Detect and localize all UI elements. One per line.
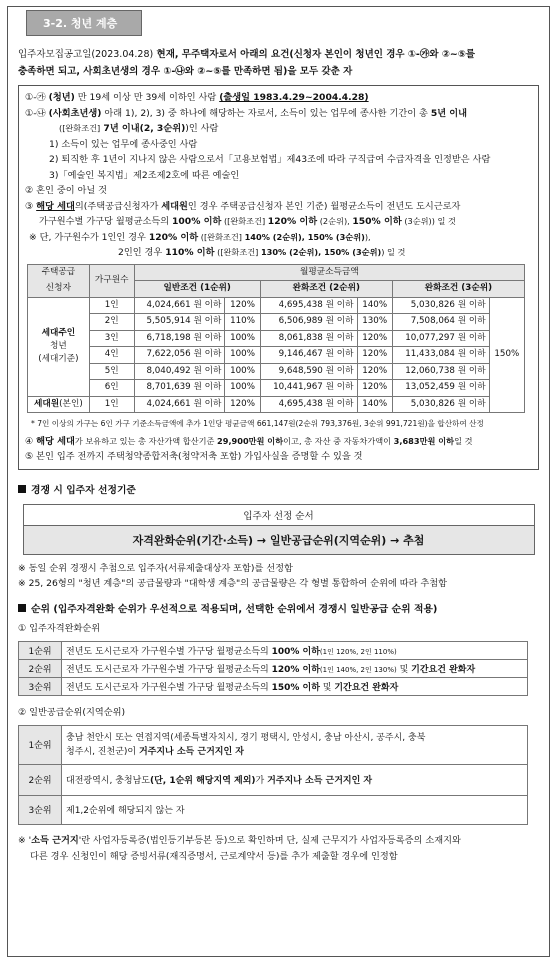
intro-date: 입주자모집공고일(2023.04.28): [18, 49, 154, 60]
th-relaxed3: 완화조건 (3순위): [392, 281, 524, 298]
relaxed3-amount: 13,052,459 원 이하: [392, 380, 489, 397]
members-cell: 1인: [89, 297, 134, 314]
selection-order-header: 입주자 선정 순서: [24, 505, 534, 526]
members-cell: 1인: [89, 396, 134, 413]
relaxed2-pct: 140%: [357, 297, 392, 314]
selection-order-flow: 자격완화순위(기간·소득) → 일반공급순위(지역순위) → 추첨: [24, 526, 534, 554]
general-pct: 100%: [225, 380, 260, 397]
req-exc-t1: ※ 단, 가구원수가 1인인 경우: [29, 231, 149, 243]
rank-label: 1순위: [19, 641, 62, 659]
income-row: [28, 347, 525, 364]
relaxed-ranking-table: [18, 641, 528, 696]
req-asset-t3: 일 것: [454, 435, 473, 446]
relaxed3-amount: 5,030,826 원 이하: [392, 297, 489, 314]
relaxed2-amount: 9,648,590 원 이하: [260, 363, 357, 380]
req-assets: [25, 434, 532, 450]
req-asset-household: 해당 세대: [36, 435, 75, 447]
general-amount: 4,024,661 원 이하: [134, 297, 225, 314]
square-bullet-icon: [18, 604, 26, 612]
requirements-box: [18, 85, 539, 470]
req-item-2: 2) 퇴직한 후 1년이 지나지 않은 사람으로서「고용보험법」제43조에 따라 구직급여 수급자격을 인정받은 사람: [49, 154, 491, 165]
req-youth: [25, 90, 532, 106]
req-exception-2: [25, 245, 532, 261]
general-pct: 120%: [225, 297, 260, 314]
req-inc-t6: (3순위)) 일 것: [401, 216, 456, 226]
req-inc-t2: 인 경우 주택공급신청자 본인 기준) 월평균소득이 전년도 도시근로자: [187, 200, 461, 212]
relaxed2-pct: 140%: [357, 396, 392, 413]
relaxed2-amount: 8,061,838 원 이하: [260, 330, 357, 347]
req-inc-t3: 가구원수별 가구당 월평균소득의: [39, 216, 173, 227]
req-asset-limit: 29,900만원 이하: [217, 435, 284, 446]
notes: [18, 561, 539, 591]
req-youth-text: 만 19세 이상 만 39세 이하인 사람: [74, 92, 220, 103]
req-asset-t2: 이고, 총 자산 중 자동차가액이: [283, 435, 394, 446]
th-members: 가구원수: [89, 264, 134, 297]
general-pct: 110%: [225, 314, 260, 331]
income-row: [28, 297, 525, 314]
th-income: 월평균소득금액: [134, 264, 524, 281]
general-amount: 5,505,914 원 이하: [134, 314, 225, 331]
selection-order-box: [23, 504, 535, 555]
rank-label: 3순위: [19, 677, 62, 695]
req-youth-num: ①-㉮: [25, 92, 49, 103]
note-lottery: ※ 동일 순위 경쟁시 추첨으로 입주자(서류제출대상자 포함)를 선정함: [18, 562, 293, 574]
req-inc-150: 150% 이하: [352, 216, 402, 227]
income-row: [28, 363, 525, 380]
relaxed3-amount: 7,508,064 원 이하: [392, 314, 489, 331]
req-exc-t2: ([완화조건]: [198, 231, 245, 242]
req-exc-relaxed1: 140% (2순위), 150% (3순위): [244, 231, 365, 242]
relaxed2-pct: 130%: [357, 314, 392, 331]
req-inc-t5: (2순위),: [317, 216, 353, 226]
req-unmarried: ② 혼인 중이 아닐 것: [25, 185, 108, 196]
req-asset-num: ④: [25, 435, 37, 447]
general-amount: 8,701,639 원 이하: [134, 380, 225, 397]
relaxed-ranking-subheading: ① 입주자격완화순위: [18, 622, 101, 634]
group-head-youth: 세대주인 청년 (세대기준): [28, 297, 90, 396]
relaxed2-pct: 120%: [357, 363, 392, 380]
req-newworker: [25, 106, 532, 122]
relaxed2-pct: 120%: [357, 330, 392, 347]
general-ranking-table: [18, 725, 528, 825]
relaxed2-amount: 6,506,989 원 이하: [260, 314, 357, 331]
rank-desc: 전년도 도시근로자 가구원수별 가구당 월평균소득의 150% 이하 및 기간요건 완화자: [62, 677, 528, 695]
general-amount: 8,040,492 원 이하: [134, 363, 225, 380]
relaxed3-amount: 11,433,084 원 이하: [392, 347, 489, 364]
general-rank-row: [19, 795, 528, 824]
relaxed2-pct: 120%: [357, 347, 392, 364]
relaxed3-amount: 10,077,297 원 이하: [392, 330, 489, 347]
relaxed2-pct: 120%: [357, 380, 392, 397]
req-nw-num: ①-㉯: [25, 107, 49, 119]
relaxed3-amount: 12,060,738 원 이하: [392, 363, 489, 380]
rank-label: 2순위: [19, 764, 62, 795]
relaxed2-amount: 9,146,467 원 이하: [260, 347, 357, 364]
rank-desc: 전년도 도시근로자 가구원수별 가구당 월평균소득의 100% 이하(1인 120%, 2인 110%): [62, 641, 528, 659]
req-exc-120: 120% 이하: [148, 231, 199, 243]
req-inc-t4: ([완화조건]: [221, 216, 268, 226]
general-amount: 4,024,661 원 이하: [134, 396, 225, 413]
income-table-note: * 7인 이상의 가구는 6인 가구 기준소득금액에 추가 1인당 평균금액 661,147원(2순위 793,376원, 3순위 991,721원)을 합산하여 산정: [31, 419, 484, 428]
rank-desc: 충남 천안시 또는 연접지역(세종특별자치시, 경기 평택시, 안성시, 충남 아산시, 공주시, 충북 청주시, 진천군)이 거주지나 소득 근거지인 자: [62, 725, 528, 764]
req-inc-num: ③: [25, 200, 37, 212]
relaxed-rank-row: [19, 677, 528, 695]
th-supply: 주택공급 신청자: [28, 264, 90, 297]
req-exc-t4: 2인인 경우: [118, 247, 166, 258]
req-nw-relaxed-years: 7년 이내(2, 3순위): [100, 123, 186, 134]
req-youth-label: (청년): [48, 92, 75, 103]
req-savings: ⑤ 본인 입주 전까지 주택청약종합저축(청약저축 포함) 가입사실을 증명할 수 있을 것: [25, 451, 363, 462]
th-relaxed2: 완화조건 (2순위): [260, 281, 392, 298]
group-member: 세대원(본인): [28, 396, 90, 413]
rank-label: 3순위: [19, 795, 62, 824]
document-page: [7, 6, 550, 957]
relaxed2-amount: 4,695,438 원 이하: [260, 297, 357, 314]
req-nw-label: (사회초년생): [48, 107, 102, 119]
relaxed-rank-row: [19, 641, 528, 659]
general-rank-row: [19, 725, 528, 764]
req-item-3: 3)「예술인 복지법」제2조제2호에 따른 예술인: [49, 169, 240, 181]
req-inc-t1: 의(주택공급신청자가: [74, 200, 162, 212]
req-exception-1: [25, 230, 532, 246]
req-inc-household: 해당 세대: [36, 200, 75, 212]
req-asset-car: 3,683만원 이하: [393, 435, 455, 446]
income-row: [28, 330, 525, 347]
rank-desc: 제1,2순위에 해당되지 않는 자: [62, 795, 528, 824]
footnote: ※ '소득 근거지'란 사업자등록증(법인등기부등본 등)으로 확인하며 단, 실제 근무지가 사업자등록증의 소재지와 다른 경우 신청인이 해당 증빙서류(재직증명서, 근로계약서 등)를 추가 제출할 경우에 인정함: [18, 834, 461, 862]
req-exc-relaxed2: 130% (2순위), 150% (3순위): [260, 247, 382, 257]
general-amount: 7,622,056 원 이하: [134, 347, 225, 364]
income-row: [28, 314, 525, 331]
req-nw-years: 5년 이내: [430, 107, 468, 119]
req-asset-t1: 가 보유하고 있는 총 자산가액 합산기준: [74, 435, 218, 446]
relaxed2-amount: 4,695,438 원 이하: [260, 396, 357, 413]
members-cell: 4인: [89, 347, 134, 364]
relaxed3-pct: 150%: [489, 297, 524, 413]
general-pct: 100%: [225, 330, 260, 347]
intro-text-2: 충족하면 되고, 사회초년생의 경우 ①-㉯와 ②~⑤를 만족하면 됨)을 모두 갖춘 자: [18, 66, 353, 77]
members-cell: 2인: [89, 314, 134, 331]
req-inc-120: 120% 이하: [267, 216, 318, 227]
req-exc-t3: ),: [364, 231, 371, 242]
general-pct: 120%: [225, 396, 260, 413]
income-table: [27, 264, 525, 414]
rank-label: 2순위: [19, 659, 62, 677]
req-newworker-relaxed: [25, 121, 532, 137]
selection-criteria-heading: 경쟁 시 입주자 선정기준: [18, 482, 539, 496]
general-pct: 100%: [225, 347, 260, 364]
intro-text-1: 현재, 무주택자로서 아래의 요건(신청자 본인이 청년인 경우 ①-㉮와 ②~⑤를: [153, 49, 476, 60]
general-ranking-subheading: ② 일반공급순위(지역순위): [18, 706, 126, 718]
section-title: 3-2. 청년 계층: [26, 10, 142, 36]
req-nw-text: 아래 1), 2), 3) 중 하나에 해당하는 자로서, 소득이 있는 업무에 종사한 기간이 총: [101, 107, 431, 119]
req-exc-t5: ([완화조건]: [214, 247, 261, 257]
relaxed3-amount: 5,030,826 원 이하: [392, 396, 489, 413]
req-item-1: 1) 소득이 있는 업무에 종사중인 사람: [49, 138, 198, 150]
rank-label: 1순위: [19, 725, 62, 764]
relaxed-rank-row: [19, 659, 528, 677]
req-inc-member: 세대원: [161, 200, 188, 212]
req-exc-t6: ) 일 것: [381, 247, 406, 257]
income-row: [28, 380, 525, 397]
members-cell: 5인: [89, 363, 134, 380]
note-types: ※ 25, 26형의 "청년 계층"의 공급물량과 "대학생 계층"의 공급물량은 각 형별 통합하여 순위에 따라 추첨함: [18, 577, 448, 589]
general-amount: 6,718,198 원 이하: [134, 330, 225, 347]
req-nw-relaxed-label: ([완화조건]: [59, 123, 101, 133]
members-cell: 6인: [89, 380, 134, 397]
ranking-heading: 순위 (입주자격완화 순위가 우선적으로 적용되며, 선택한 순위에서 경쟁시 일반공급 순위 적용): [18, 601, 539, 615]
th-general: 일반조건 (1순위): [134, 281, 260, 298]
intro-paragraph: [18, 46, 539, 80]
rank-desc: 대전광역시, 충청남도(단, 1순위 해당지역 제외)가 거주지나 소득 근거지인 자: [62, 764, 528, 795]
members-cell: 3인: [89, 330, 134, 347]
req-inc-100: 100% 이하: [172, 216, 222, 227]
general-rank-row: [19, 764, 528, 795]
relaxed2-amount: 10,441,967 원 이하: [260, 380, 357, 397]
req-exc-110: 110% 이하: [165, 247, 215, 258]
req-nw-relaxed-tail: )인 사람: [185, 123, 219, 134]
square-bullet-icon: [18, 485, 26, 493]
general-pct: 100%: [225, 363, 260, 380]
req-income-2: [25, 214, 532, 230]
income-row: [28, 396, 525, 413]
req-youth-birth: (출생일 1983.4.29~2004.4.28): [219, 92, 369, 103]
req-income: [25, 199, 532, 215]
rank-desc: 전년도 도시근로자 가구원수별 가구당 월평균소득의 120% 이하(1인 140%, 2인 130%) 및 기간요건 완화자: [62, 659, 528, 677]
